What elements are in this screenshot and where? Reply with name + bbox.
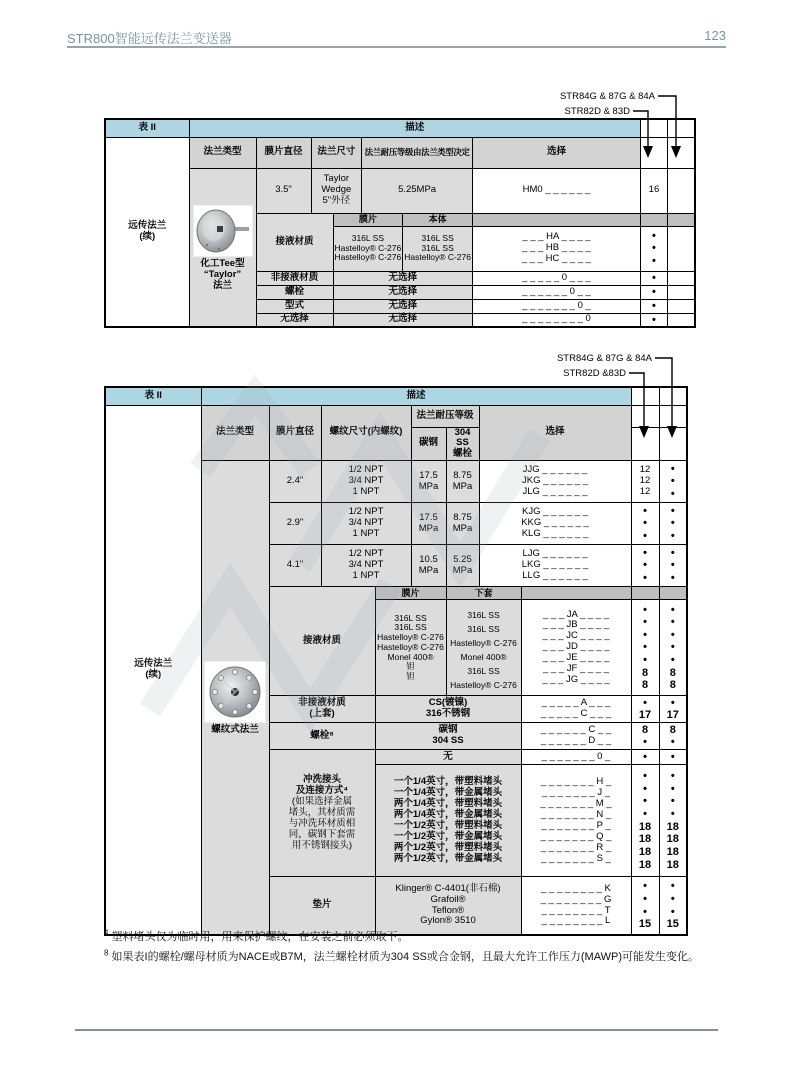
table2-diameter-cell: 4.1" xyxy=(269,545,321,587)
table2-bolts-col82d: 8 • xyxy=(631,723,659,750)
table2-flange-type-cell: 螺纹式法兰 xyxy=(201,461,269,935)
table1-wetted-body-materials: 316L SS 316L SS Hastelloy® C-276 xyxy=(403,226,473,271)
table2-npt-col84g: • • • xyxy=(659,461,687,503)
footnote-8 xyxy=(104,948,704,964)
table2-gasket-col84g: • • • 15 xyxy=(659,877,687,935)
callout-label-str82d: STR82D &83D xyxy=(563,368,626,379)
table2-flush-none-col84g: • xyxy=(659,750,687,765)
footnote-4 xyxy=(104,928,704,944)
table2-flush-codes: _ _ _ _ _ _ _ H _ _ _ _ _ _ _ _ J _ _ _ _ _ _ _ _ M _ _ _ _ _ _ _ _ N _ _ _ _ _ _ _ _ P _ _ _ _ _ _ _ _ Q _ _ _ _ _ _ _ _ R _ _ _ _ _ _ _ _ S _ xyxy=(521,765,631,877)
table1-col-diaphragm-diameter: 膜片直径 xyxy=(256,137,311,168)
table2-threaded-flange xyxy=(104,386,688,936)
table1-option-code: _ _ _ _ _ 0 _ _ _ xyxy=(472,271,640,285)
page-title: STR800智能远传法兰变送器 xyxy=(67,31,232,46)
header-rule xyxy=(67,46,726,48)
table1-option-value: 无选择 xyxy=(333,299,472,313)
table2-flush-label: 冲洗接头 及连接方式⁴ (如果选择金属 堵头，其材质需 与冲洗环材质相 同，碳钢下套需 用不锈钢接头) xyxy=(269,750,375,877)
table2-nonwetted-codes: _ _ _ _ _ A _ _ _ _ _ _ _ _ C _ _ _ xyxy=(521,696,631,723)
table2-description-header: 描述 xyxy=(201,387,631,405)
table2-col-thread-size: 螺纹尺寸(内螺纹) xyxy=(321,405,411,461)
table2-wetted-col82d: • • • • • 8 8 xyxy=(631,600,659,696)
table2-nonwetted-label: 非接液材质 (上套) xyxy=(269,696,375,723)
table1-code-hm0: HM0 _ _ _ _ _ _ xyxy=(472,168,640,213)
table2-bolts-col84g: 8 • xyxy=(659,723,687,750)
table2-npt-codes: LJG _ _ _ _ _ _ LKG _ _ _ _ _ _ LLG _ _ _ _ _ _ xyxy=(479,545,631,587)
table2-sub-sleeve: 下套 xyxy=(446,587,521,600)
table1-corner-label: 表 II xyxy=(105,119,189,137)
table2-cs-pressure-cell: 17.5 MPa xyxy=(411,503,446,545)
callout-label-str84g: STR84G & 87G & 84A xyxy=(559,91,655,102)
table2-wetted-sleeve-materials: 316L SS 316L SS Hastelloy® C-276 Monel 400® 316L SS Hastelloy® C-276 xyxy=(446,600,521,696)
table2-npt-col82d: • • • xyxy=(631,545,659,587)
table1-option-col82d: • xyxy=(640,271,667,285)
table2-row-group-label: 远传法兰 (续) xyxy=(105,405,201,935)
table2-cs-pressure-cell: 17.5 MPa xyxy=(411,461,446,503)
table2-bolts-label: 螺栓⁸ xyxy=(269,723,375,750)
table2-flush-none-code: _ _ _ _ _ _ _ 0 _ xyxy=(521,750,631,765)
table2-diameter-cell: 2.9" xyxy=(269,503,321,545)
table2-ss-pressure-cell: 8.75 MPa xyxy=(446,461,479,503)
table1-option-col82d: • xyxy=(640,299,667,313)
footnote-8-marker: 8 xyxy=(104,948,109,958)
table1-wetted-col84g xyxy=(667,226,695,271)
table1-col-pressure-rating: 法兰耐压等级由法兰类型决定 xyxy=(362,137,473,168)
table2-sub-diaphragm: 膜片 xyxy=(375,587,446,600)
table1-col-flange-type: 法兰类型 xyxy=(189,137,256,168)
table1-wetted-col82d: • • • xyxy=(640,226,667,271)
table1-option-code: _ _ _ _ _ _ _ _ 0 xyxy=(472,313,640,327)
table2-col-carbon-steel: 碳钢 xyxy=(411,427,446,461)
table1-taylor-flange xyxy=(104,118,696,328)
table2-bolts-values: 碳钢 304 SS xyxy=(375,723,521,750)
table1-option-code: _ _ _ _ _ _ _ 0 _ xyxy=(472,299,640,313)
footnote-4-marker: 4 xyxy=(104,928,109,938)
table2-gasket-values: Klinger® C-4401(非石棉) Grafoil® Teflon® Gylon® 3510 xyxy=(375,877,521,935)
table2-nonwetted-col84g: • 17 xyxy=(659,696,687,723)
table1-description-header: 描述 xyxy=(189,119,640,137)
table1-option-col82d: • xyxy=(640,313,667,327)
table1-option-label: 型式 xyxy=(256,299,333,313)
table2-wetted-col84g: • • • • • 8 8 xyxy=(659,600,687,696)
table1-flange-type-cell: 化工Tee型 “Taylor” 法兰 xyxy=(189,168,256,327)
table1-sub-diaphragm: 膜片 xyxy=(333,213,403,226)
table2-threads-cell: 1/2 NPT 3/4 NPT 1 NPT xyxy=(321,461,411,503)
callout-label-str82d: STR82D & 83D xyxy=(564,106,630,117)
table2-flush-col82d: • • • • 18 18 18 18 xyxy=(631,765,659,877)
table1-diameter-cell: 3.5" xyxy=(256,168,311,213)
table2-threads-cell: 1/2 NPT 3/4 NPT 1 NPT xyxy=(321,545,411,587)
table2-cs-pressure-cell: 10.5 MPa xyxy=(411,545,446,587)
table2-nonwetted-col82d: • 17 xyxy=(631,696,659,723)
table2-col-pressure-rating: 法兰耐压等级 xyxy=(411,405,479,427)
callout-label-str84g: STR84G & 87G & 84A xyxy=(556,353,652,364)
table2-col-diaphragm-diameter: 膜片直径 xyxy=(269,405,321,461)
table1-col84g-hm0 xyxy=(667,168,695,213)
table2-npt-codes: JJG _ _ _ _ _ _ JKG _ _ _ _ _ _ JLG _ _ _ _ _ _ xyxy=(479,461,631,503)
table1-wetted-label: 接液材质 xyxy=(256,213,333,271)
table1-option-value: 无选择 xyxy=(333,285,472,299)
table1-option-label: 非接液材质 xyxy=(256,271,333,285)
table1-option-label: 螺栓 xyxy=(256,285,333,299)
footer-rule xyxy=(75,1029,718,1031)
table2-flush-values: 一个1/4英寸，带塑料堵头 一个1/4英寸，带金属堵头 两个1/4英寸，带塑料堵头 两个1/4英寸，带金属堵头 一个1/2英寸，带塑料堵头 一个1/2英寸，带金属堵头 两个1/2英寸，带塑料堵头 两个1/2英寸，带金属堵头 xyxy=(375,765,521,877)
table2-npt-codes: KJG _ _ _ _ _ _ KKG _ _ _ _ _ _ KLG _ _ _ _ _ _ xyxy=(479,503,631,545)
table1-option-label: 无选择 xyxy=(256,313,333,327)
table2-wetted-codes: _ _ _ JA _ _ _ _ _ _ _ JB _ _ _ _ _ _ _ JC _ _ _ _ _ _ _ JD _ _ _ _ _ _ _ JE _ _ _ _ _ _ _ JF _ _ _ _ _ _ _ JG _ _ _ _ xyxy=(521,600,631,696)
table2-nonwetted-values: CS(镀镍) 316不锈钢 xyxy=(375,696,521,723)
page-header xyxy=(67,28,726,47)
table2-flush-col84g: • • • • 18 18 18 18 xyxy=(659,765,687,877)
table2-npt-col84g: • • • xyxy=(659,503,687,545)
table2-threads-cell: 1/2 NPT 3/4 NPT 1 NPT xyxy=(321,503,411,545)
table2-ss-pressure-cell: 5.25 MPa xyxy=(446,545,479,587)
table2-npt-col84g: • • • xyxy=(659,545,687,587)
threaded-flange-photo xyxy=(204,661,266,723)
table2-npt-col82d: • • • xyxy=(631,503,659,545)
table2-col-selection: 选择 xyxy=(479,405,631,461)
footnote-4-text: 塑料堵头仅为临时用，用来保护螺纹，在安装之前必须取下。 xyxy=(111,931,409,943)
table2-flush-none-value: 无 xyxy=(375,750,521,765)
table1-sub-body: 本体 xyxy=(403,213,473,226)
table2-gasket-label: 垫片 xyxy=(269,877,375,935)
table1-col82d-hm0: 16 xyxy=(640,168,667,213)
table1-option-value: 无选择 xyxy=(333,313,472,327)
table2-corner-label: 表 II xyxy=(105,387,201,405)
table2-col-flange-type: 法兰类型 xyxy=(201,405,269,461)
table2-wetted-diaphragm-materials: 316L SS 316L SS Hastelloy® C-276 Hastelloy® C-276 Monel 400® 钽 钽 xyxy=(375,600,446,696)
table2-flush-none-col82d: • xyxy=(631,750,659,765)
table1-col-selection: 选择 xyxy=(472,137,640,168)
table1-option-col82d: • xyxy=(640,285,667,299)
footnote-8-text: 如果表I的螺栓/螺母材质为NACE或B7M，法兰螺栓材质为304 SS或合金钢，且最大允许工作压力(MAWP)可能发生变化。 xyxy=(111,951,700,963)
table2-gasket-col82d: • • • 15 xyxy=(631,877,659,935)
taylor-flange-photo xyxy=(193,205,253,257)
table2-gasket-codes: _ _ _ _ _ _ _ _ K _ _ _ _ _ _ _ _ G _ _ _ _ _ _ _ _ T _ _ _ _ _ _ _ _ L xyxy=(521,877,631,935)
table1-option-code: _ _ _ _ _ _ 0 _ _ xyxy=(472,285,640,299)
table1-wetted-diaphragm-materials: 316L SS Hastelloy® C-276 Hastelloy® C-276 xyxy=(333,226,403,271)
table2-wetted-label: 接液材质 xyxy=(269,587,375,696)
table1-flange-size-cell: Taylor Wedge 5"外径 xyxy=(311,168,362,213)
table1-pressure-cell: 5.25MPa xyxy=(362,168,473,213)
table2-bolts-codes: _ _ _ _ _ _ C _ _ _ _ _ _ _ _ D _ _ xyxy=(521,723,631,750)
page-number: 123 xyxy=(704,28,726,43)
table2-col-304ss-bolt: 304 SS 螺栓 xyxy=(446,427,479,461)
table2-ss-pressure-cell: 8.75 MPa xyxy=(446,503,479,545)
table2-diameter-cell: 2.4" xyxy=(269,461,321,503)
table1-wetted-codes: _ _ _ HA _ _ _ _ _ _ _ HB _ _ _ _ _ _ _ HC _ _ _ _ xyxy=(472,226,640,271)
table1-row-group-label: 远传法兰 (续) xyxy=(105,137,189,327)
table2-npt-col82d: 12 12 12 xyxy=(631,461,659,503)
table1-option-value: 无选择 xyxy=(333,271,472,285)
table1-col-flange-size: 法兰尺寸 xyxy=(311,137,362,168)
